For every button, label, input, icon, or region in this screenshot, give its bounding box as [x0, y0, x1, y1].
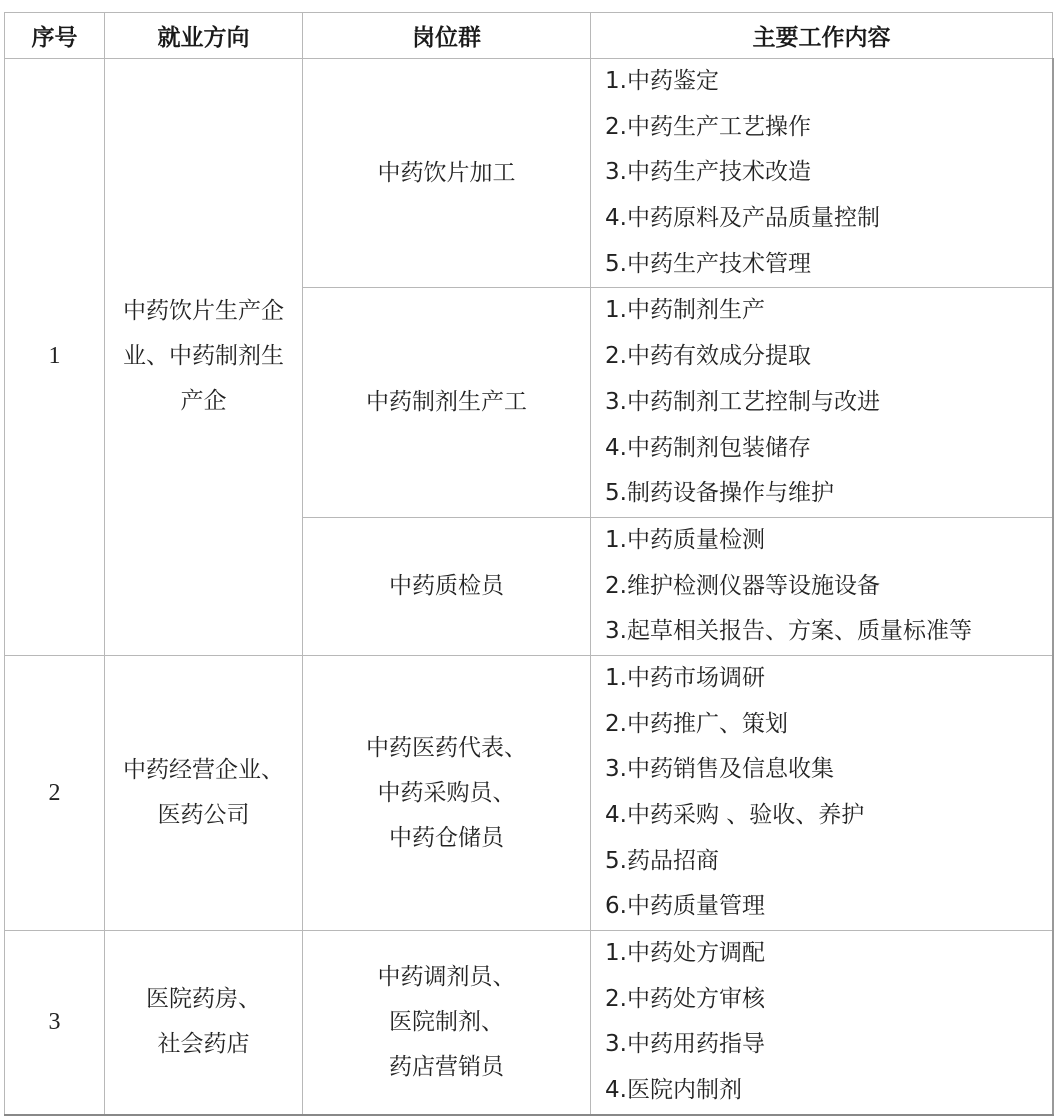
position-group — [303, 517, 591, 655]
work-item: 1.中药市场调研 — [605, 664, 765, 691]
work-item: 2.中药推广、策划 — [605, 710, 788, 737]
direction-line: 产企 — [180, 388, 227, 415]
employment-direction — [105, 655, 303, 930]
work-content — [591, 931, 1053, 1115]
table-row — [5, 655, 1053, 930]
position-group — [303, 288, 591, 517]
work-content — [591, 288, 1053, 517]
work-content — [591, 59, 1053, 288]
table-row — [5, 931, 1053, 1115]
work-item: 2.中药生产工艺操作 — [605, 113, 811, 140]
work-item: 4.中药制剂包装储存 — [605, 434, 811, 461]
work-item: 2.中药处方审核 — [605, 985, 765, 1012]
work-item: 5.制药设备操作与维护 — [605, 480, 834, 507]
position-line: 中药采购员、 — [377, 779, 516, 806]
position-line: 中药制剂生产工 — [366, 389, 527, 416]
header-position: 岗位群 — [303, 13, 591, 59]
work-item: 4.中药原料及产品质量控制 — [605, 205, 880, 232]
work-item: 1.中药制剂生产 — [605, 297, 765, 324]
position-group — [303, 59, 591, 288]
position-line: 药店营销员 — [389, 1053, 504, 1080]
position-group — [303, 655, 591, 930]
direction-line: 医药公司 — [157, 802, 250, 828]
position-line: 中药饮片加工 — [377, 159, 516, 186]
work-item: 5.药品招商 — [605, 847, 719, 874]
direction-line: 中药经营企业、 — [123, 757, 284, 783]
position-line: 中药质检员 — [389, 572, 504, 599]
employment-direction — [105, 931, 303, 1115]
header-number: 序号 — [5, 13, 105, 59]
row-number: 1 — [5, 59, 105, 656]
work-item: 4.中药采购 、验收、养护 — [605, 802, 865, 828]
position-line: 医院制剂、 — [389, 1008, 504, 1035]
work-item: 5.中药生产技术管理 — [605, 250, 811, 277]
work-item: 3.中药销售及信息收集 — [605, 756, 834, 783]
position-line: 中药仓储员 — [389, 824, 504, 851]
header-content: 主要工作内容 — [591, 13, 1053, 59]
work-item: 3.中药制剂工艺控制与改进 — [605, 388, 880, 415]
work-item: 2.中药有效成分提取 — [605, 343, 811, 370]
work-item: 3.中药用药指导 — [605, 1031, 765, 1058]
position-line: 中药调剂员、 — [377, 963, 516, 990]
work-content — [591, 655, 1053, 930]
position-group — [303, 931, 591, 1115]
work-item: 3.起草相关报告、方案、质量标准等 — [605, 618, 972, 645]
direction-line: 业、中药制剂生 — [123, 343, 284, 370]
work-item: 2.维护检测仪器等设施设备 — [605, 572, 880, 599]
employment-table — [4, 12, 1054, 1116]
work-content — [591, 517, 1053, 655]
row-number: 2 — [5, 655, 105, 930]
direction-line: 医院药房、 — [146, 986, 261, 1013]
work-item: 1.中药处方调配 — [605, 940, 765, 967]
employment-direction — [105, 59, 303, 656]
direction-line: 社会药店 — [157, 1031, 250, 1058]
header-direction: 就业方向 — [105, 13, 303, 59]
work-item: 1.中药鉴定 — [605, 68, 719, 94]
work-item: 3.中药生产技术改造 — [605, 159, 811, 186]
work-item: 1.中药质量检测 — [605, 526, 765, 553]
work-item: 6.中药质量管理 — [605, 893, 765, 920]
header-row — [5, 13, 1053, 59]
table-row — [5, 59, 1053, 288]
work-item: 4.医院内制剂 — [605, 1077, 742, 1104]
position-line: 中药医药代表、 — [366, 734, 527, 761]
direction-line: 中药饮片生产企 — [123, 298, 284, 325]
row-number: 3 — [5, 931, 105, 1115]
